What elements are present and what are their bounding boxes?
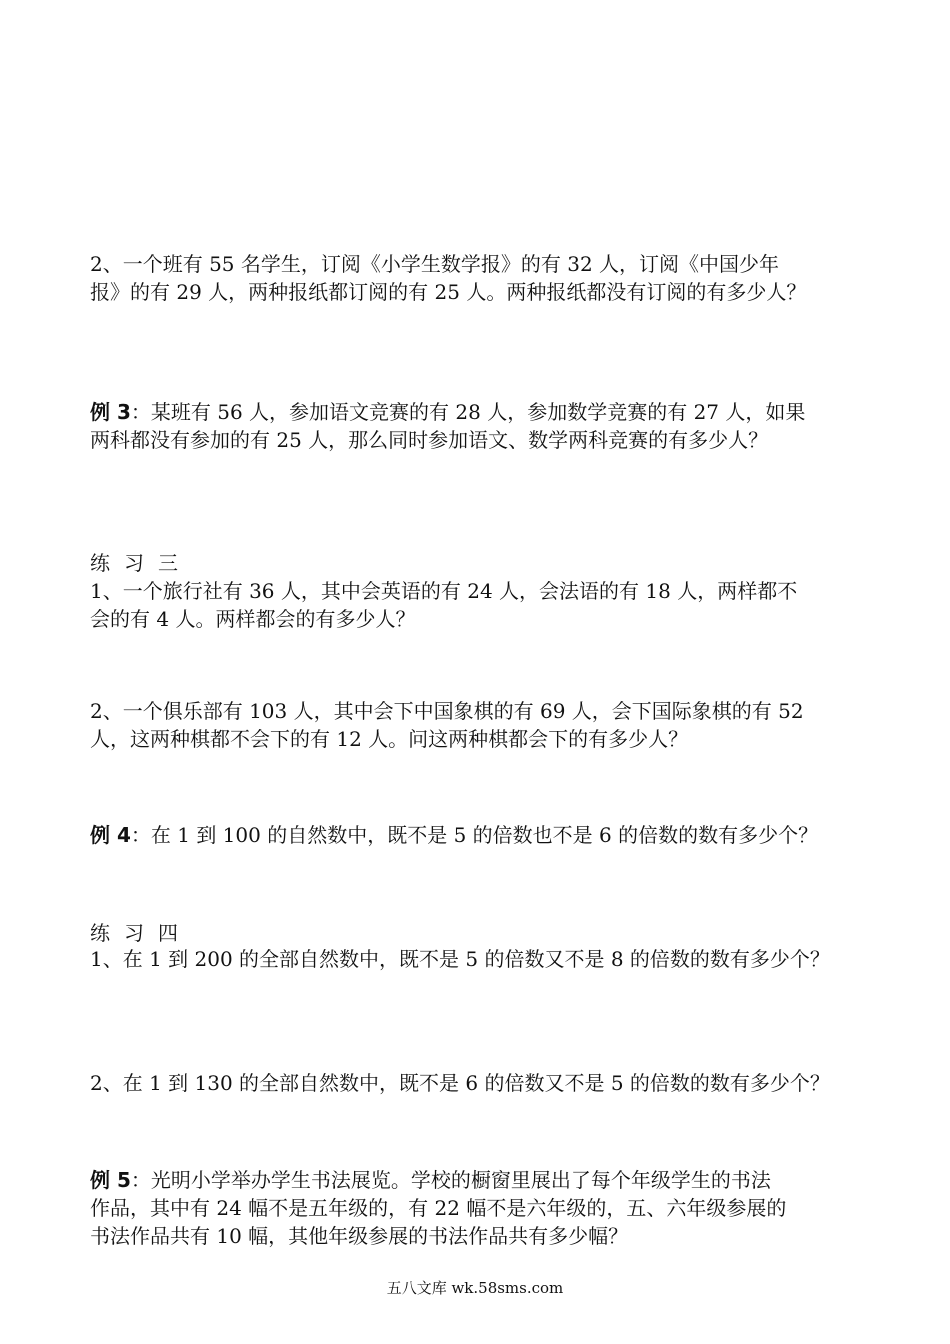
text-line: 作品，其中有 24 幅不是五年级的，有 22 幅不是六年级的，五、六年级参展的 [90,1196,787,1220]
practice-4-heading: 练习四 [90,921,192,945]
text-line: 2、一个俱乐部有 103 人，其中会下中国象棋的有 69 人，会下国际象棋的有 52 [90,699,804,723]
practice2-question-2 [90,250,865,306]
text-line: 报》的有 29 人，两种报纸都订阅的有 25 人。两种报纸都没有订阅的有多少人？ [90,280,807,304]
example-label: 例 4 [90,823,131,847]
text-line: 书法作品共有 10 幅，其他年级参展的书法作品共有多少幅？ [90,1224,629,1248]
example-5 [90,1166,865,1250]
text-line: 会的有 4 人。两样都会的有多少人？ [90,607,416,631]
text-line: 两科都没有参加的有 25 人，那么同时参加语文、数学两科竞赛的有多少人？ [90,428,769,452]
footer-watermark: 五八文库 wk.58sms.com [386,1279,564,1297]
practice4-question-2 [90,1069,865,1097]
text-line: ：光明小学举办学生书法展览。学校的橱窗里展出了每个年级学生的书法 [130,1168,771,1192]
text-line: 1、在 1 到 200 的全部自然数中，既不是 5 的倍数又不是 8 的倍数的数有多少个？ [90,947,830,971]
practice-3-heading: 练习三 [90,551,192,575]
text-line: 2、在 1 到 130 的全部自然数中，既不是 6 的倍数又不是 5 的倍数的数有多少个？ [90,1071,830,1095]
text-line: 1、一个旅行社有 36 人，其中会英语的有 24 人，会法语的有 18 人，两样都不 [90,579,798,603]
example-label: 例 5 [90,1168,131,1192]
text-line: ：在 1 到 100 的自然数中，既不是 5 的倍数也不是 6 的倍数的数有多少个？ [130,823,819,847]
example-label: 例 3 [90,400,131,424]
example-3 [90,398,865,454]
text-line: 2、一个班有 55 名学生，订阅《小学生数学报》的有 32 人，订阅《中国少年 [90,252,780,276]
practice3-question-2 [90,697,865,753]
text-line: ：某班有 56 人，参加语文竞赛的有 28 人，参加数学竞赛的有 27 人，如果 [130,400,806,424]
practice4-question-1 [90,945,865,973]
text-line: 人，这两种棋都不会下的有 12 人。问这两种棋都会下的有多少人？ [90,727,689,751]
example-4 [90,821,865,849]
practice3-question-1 [90,577,865,633]
